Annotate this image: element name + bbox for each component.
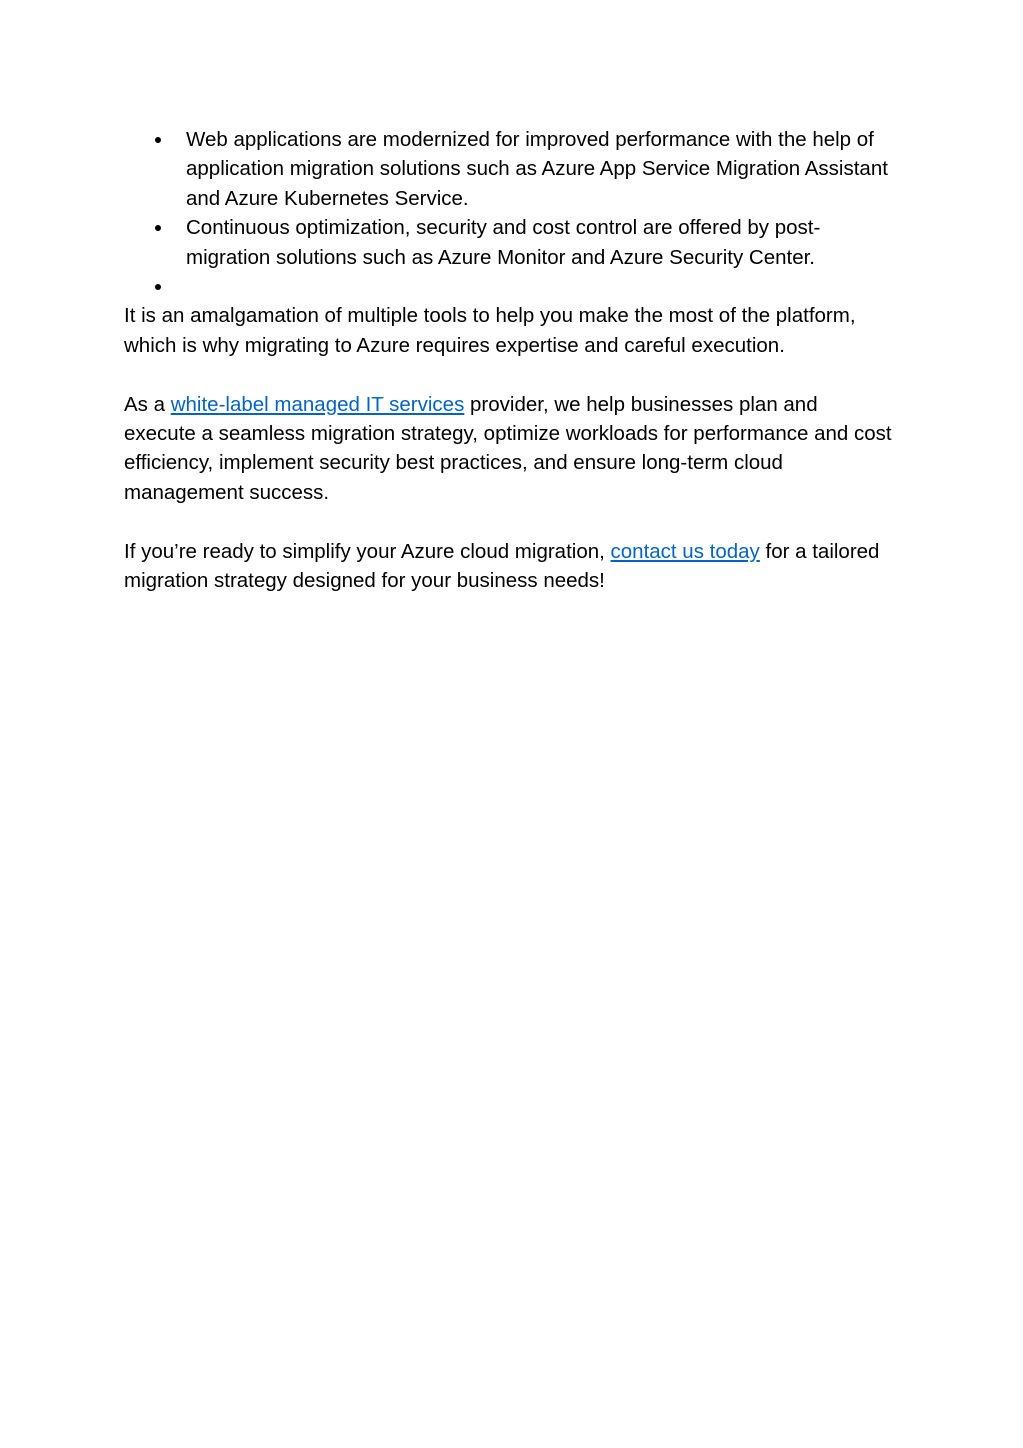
document-page [124,125,894,595]
list-item [124,213,894,272]
list-item [124,272,894,301]
paragraph-amalgamation: It is an amalgamation of multiple tools to help you make the most of the platform, which is why migrating to Azure requires expertise and careful execution. [124,304,856,357]
bullet-list [124,125,894,301]
paragraph-provider-body: provider, we help businesses plan and execute a seamless migration strategy, optimize workloads for performance and cost efficiency, implement security best practices, and ensure long-term cloud management success. [124,392,892,504]
list-item [124,125,894,213]
paragraph-spacer [124,360,894,389]
bullet-icon [155,225,161,231]
paragraph-contact-body: for a tailored migration strategy designed for your business needs! [124,539,880,593]
paragraph-contact-lead: If you’re ready to simplify your Azure cloud migration, [124,539,611,563]
contact-us-link[interactable]: contact us today [610,539,760,563]
bullet-icon [155,137,161,143]
list-item-text: Continuous optimization, security and cost control are offered by post-migration solutions such as Azure Monitor and Azure Security Center. [186,216,821,269]
paragraph-contact [124,537,894,596]
paragraph-provider [124,390,894,508]
white-label-services-link[interactable]: white-label managed IT services [170,392,465,416]
bullet-icon [155,284,161,290]
paragraph-provider-lead: As a [124,392,171,416]
list-item-text: Web applications are modernized for improved performance with the help of application migration solutions such as Azure App Service Migration Assistant and Azure Kubernetes Service. [186,128,888,210]
paragraph-spacer [124,507,894,536]
